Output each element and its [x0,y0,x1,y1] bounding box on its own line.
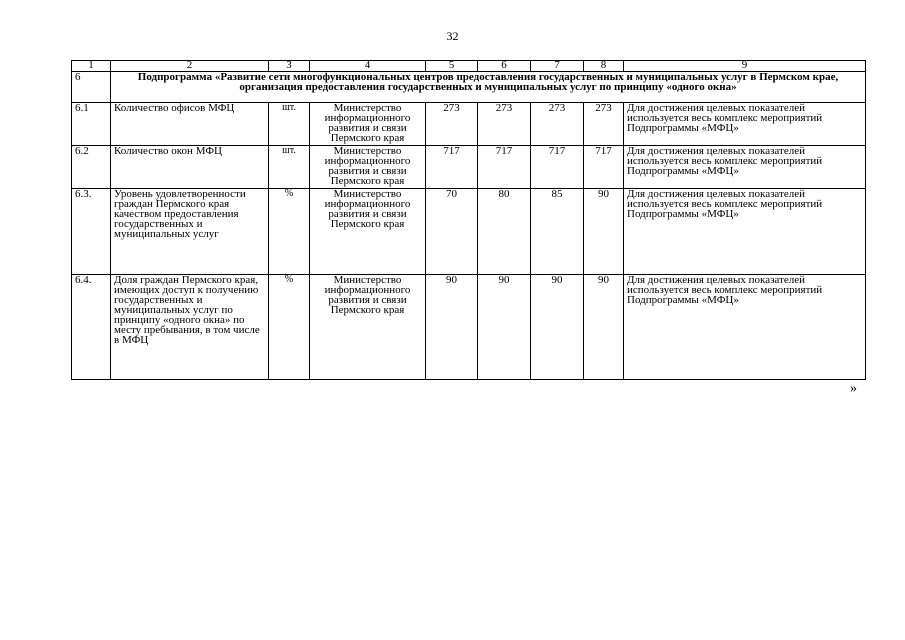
value-cell: 717 [426,146,478,189]
value-cell: 90 [584,189,624,275]
indicators-table [71,60,866,380]
value-cell: 717 [584,146,624,189]
header-cell: 8 [584,61,624,72]
indicator-name: Количество окон МФЦ [111,146,269,189]
page-number: 32 [446,29,459,43]
value-cell: 90 [426,275,478,380]
value-cell: 717 [478,146,531,189]
header-cell: 4 [310,61,426,72]
note-cell: Для достижения целевых показателей используется весь комплекс мероприятий Подпрограммы «МФЦ» [624,146,866,189]
row-number: 6.4. [72,275,111,380]
header-cell: 2 [111,61,269,72]
unit-cell: шт. [269,146,310,189]
row-number: 6.3. [72,189,111,275]
header-cell: 5 [426,61,478,72]
executor-cell: Министерство информационного развития и связи Пермского края [310,189,426,275]
value-cell: 273 [478,103,531,146]
unit-cell: шт. [269,103,310,146]
table-row [72,146,866,189]
indicator-name: Уровень удовлетворенности граждан Пермского края качеством предоставления государственных и муниципальных услуг [111,189,269,275]
value-cell: 90 [531,275,584,380]
value-cell: 90 [478,275,531,380]
value-cell: 273 [426,103,478,146]
section-number: 6 [72,72,111,103]
table-header-row [72,61,866,72]
row-number: 6.1 [72,103,111,146]
header-cell: 1 [72,61,111,72]
closing-quote-mark: » [850,381,857,396]
value-cell: 85 [531,189,584,275]
value-cell: 273 [531,103,584,146]
row-number: 6.2 [72,146,111,189]
table-row [72,189,866,275]
header-cell: 3 [269,61,310,72]
unit-cell: % [269,189,310,275]
note-cell: Для достижения целевых показателей используется весь комплекс мероприятий Подпрограммы «МФЦ» [624,275,866,380]
value-cell: 70 [426,189,478,275]
executor-cell: Министерство информационного развития и связи Пермского края [310,103,426,146]
value-cell: 717 [531,146,584,189]
section-title: Подпрограмма «Развитие сети многофункциональных центров предоставления государственных и муниципальных услуг в Пермском крае, организация предоставления государственных и муниципальных услуг по принципу «одного окна» [111,72,866,103]
header-cell: 6 [478,61,531,72]
indicator-name: Доля граждан Пермского края, имеющих доступ к получению государственных и муниципальных услуг по принципу «одного окна» по месту пребывания, в том числе в МФЦ [111,275,269,380]
table-row [72,275,866,380]
indicator-name: Количество офисов МФЦ [111,103,269,146]
header-cell: 7 [531,61,584,72]
section-row [72,72,866,103]
table-row [72,103,866,146]
note-cell: Для достижения целевых показателей используется весь комплекс мероприятий Подпрограммы «МФЦ» [624,103,866,146]
unit-cell: % [269,275,310,380]
header-cell: 9 [624,61,866,72]
executor-cell: Министерство информационного развития и связи Пермского края [310,275,426,380]
executor-cell: Министерство информационного развития и связи Пермского края [310,146,426,189]
note-cell: Для достижения целевых показателей используется весь комплекс мероприятий Подпрограммы «МФЦ» [624,189,866,275]
value-cell: 80 [478,189,531,275]
value-cell: 90 [584,275,624,380]
value-cell: 273 [584,103,624,146]
